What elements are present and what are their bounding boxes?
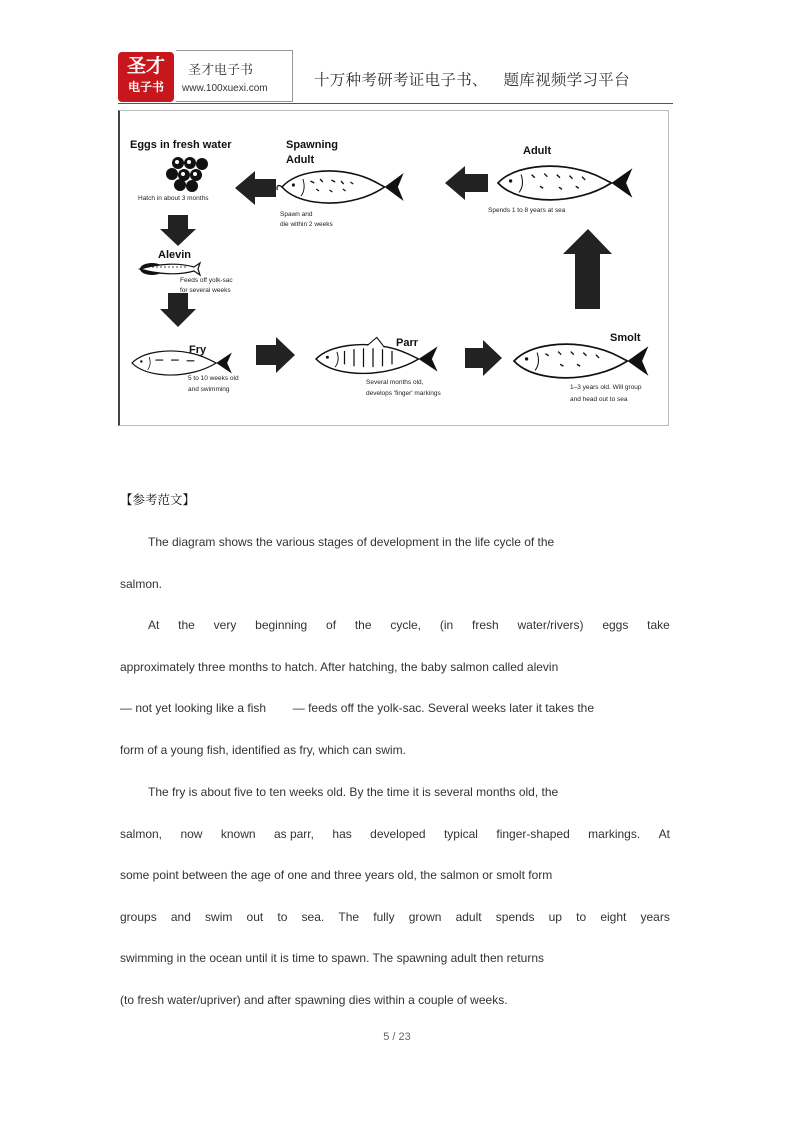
- note-smolt-1: 1–3 years old. Will group: [570, 384, 642, 391]
- note-adult: Spends 1 to 8 years at sea: [488, 207, 566, 214]
- section-title: 【参考范文】: [120, 492, 196, 507]
- essay-line: swimming in the ocean until it is time to spawn. The spawning adult then returns: [120, 951, 544, 965]
- arrow-up-icon: [563, 229, 612, 309]
- essay-word: grown: [408, 910, 442, 924]
- note-spawning-1: Spawn and: [280, 211, 313, 218]
- header-slogan: 十万种考研考证电子书、 题库视频学习平台: [314, 71, 630, 89]
- essay-word: has: [332, 827, 352, 841]
- essay-word: The: [338, 910, 360, 924]
- parr-fish-icon: [316, 337, 438, 373]
- essay-word: out: [246, 910, 264, 924]
- alevin-icon: [140, 263, 200, 275]
- brand-logo: [118, 52, 174, 102]
- note-fry-1: 5 to 10 weeks old: [188, 375, 239, 382]
- essay-word: known: [220, 827, 256, 841]
- essay-word: take: [647, 618, 670, 632]
- essay-word: At: [658, 827, 670, 841]
- essay-line: form of a young fish, identified as fry, which can swim.: [120, 743, 406, 757]
- note-eggs: Hatch in about 3 months: [138, 195, 209, 202]
- essay-word: developed: [370, 827, 426, 841]
- essay-line: (to fresh water/upriver) and after spawning dies within a couple of weeks.: [120, 993, 508, 1007]
- essay-word: as parr,: [273, 827, 314, 841]
- eggs-icon: [166, 157, 208, 192]
- salmon-life-cycle-diagram: [118, 110, 669, 426]
- essay-word: beginning: [255, 618, 308, 632]
- page-number: 5 / 23: [383, 1031, 411, 1043]
- essay-word: water/rivers): [517, 618, 584, 632]
- essay-word: (in: [439, 618, 454, 632]
- note-fry-2: and swimming: [188, 386, 230, 393]
- essay-word: sea.: [301, 910, 325, 924]
- note-smolt-2: and head out to sea: [570, 396, 628, 403]
- page-header: [118, 50, 674, 104]
- essay-line: some point between the age of one and three years old, the salmon or smolt form: [120, 868, 553, 882]
- brand-box: [176, 50, 293, 102]
- note-parr-2: develops 'finger' markings: [366, 390, 441, 397]
- essay-word: At: [148, 618, 160, 632]
- essay-word: of: [326, 618, 337, 632]
- arrow-down-icon: [160, 215, 196, 246]
- arrow-right-icon: [465, 340, 502, 376]
- essay-word: up: [548, 910, 562, 924]
- fry-fish-icon: [132, 351, 232, 375]
- essay-word: typical: [443, 827, 478, 841]
- adult-fish-icon: [498, 166, 632, 200]
- arrow-left-icon: [445, 166, 488, 200]
- arrow-right-icon: [256, 337, 295, 373]
- essay-word: fresh: [472, 618, 499, 632]
- label-spawning: Spawning: [286, 139, 338, 151]
- essay-line: — not yet looking like a fish — feeds off the yolk-sac. Several weeks later it takes the: [120, 701, 594, 715]
- label-alevin: Alevin: [158, 249, 192, 261]
- label-adult: Adult: [523, 145, 552, 157]
- essay-word: eggs: [602, 618, 629, 632]
- essay-justified-line: [120, 910, 670, 924]
- essay-line: salmon.: [120, 577, 163, 591]
- essay-justified-line: [120, 827, 670, 841]
- essay-line: The fry is about five to ten weeks old. By the time it is several months old, the: [148, 785, 559, 799]
- note-spawning-2: die within 2 weeks: [280, 221, 333, 228]
- essay-word: very: [213, 618, 237, 632]
- note-parr-1: Several months old,: [366, 379, 424, 386]
- essay-word: the: [354, 618, 372, 632]
- essay-justified-line: [148, 618, 670, 632]
- logo-text-bottom: 电子书: [127, 80, 164, 94]
- note-alevin-1: Feeds off yolk-sac: [180, 277, 233, 284]
- essay-word: spends: [495, 910, 535, 924]
- label-spawning-adult: Adult: [286, 154, 315, 166]
- essay-word: to: [576, 910, 587, 924]
- essay-word: and: [170, 910, 191, 924]
- essay-word: fully: [373, 910, 395, 924]
- essay-word: now: [180, 827, 203, 841]
- essay-word: swim: [205, 910, 233, 924]
- label-fry: Fry: [189, 344, 207, 356]
- note-alevin-2: for several weeks: [180, 287, 231, 294]
- label-smolt: Smolt: [610, 332, 641, 344]
- arrow-down-icon: [160, 293, 196, 327]
- logo-text-top: 圣才: [126, 55, 165, 77]
- essay-word: eight: [600, 910, 627, 924]
- header-divider: [118, 103, 673, 104]
- essay-word: finger-shaped: [496, 827, 570, 841]
- essay-word: cycle,: [390, 618, 422, 632]
- label-eggs: Eggs in fresh water: [130, 139, 232, 151]
- essay-word: years: [640, 910, 670, 924]
- essay-word: groups: [120, 910, 157, 924]
- label-parr: Parr: [396, 337, 419, 349]
- arrow-left-icon: [235, 171, 276, 205]
- essay-word: adult: [455, 910, 482, 924]
- brand-name: 圣才电子书: [188, 63, 254, 78]
- essay-word: to: [277, 910, 288, 924]
- essay-word: the: [178, 618, 195, 632]
- essay-line: The diagram shows the various stages of development in the life cycle of the: [148, 535, 555, 549]
- essay-word: salmon,: [120, 827, 163, 841]
- spawning-adult-fish-icon: [277, 171, 404, 203]
- essay-word: markings.: [588, 827, 641, 841]
- smolt-fish-icon: [514, 344, 648, 378]
- essay-line: approximately three months to hatch. After hatching, the baby salmon called alevin: [120, 660, 559, 674]
- brand-url: www.100xuexi.com: [182, 83, 268, 94]
